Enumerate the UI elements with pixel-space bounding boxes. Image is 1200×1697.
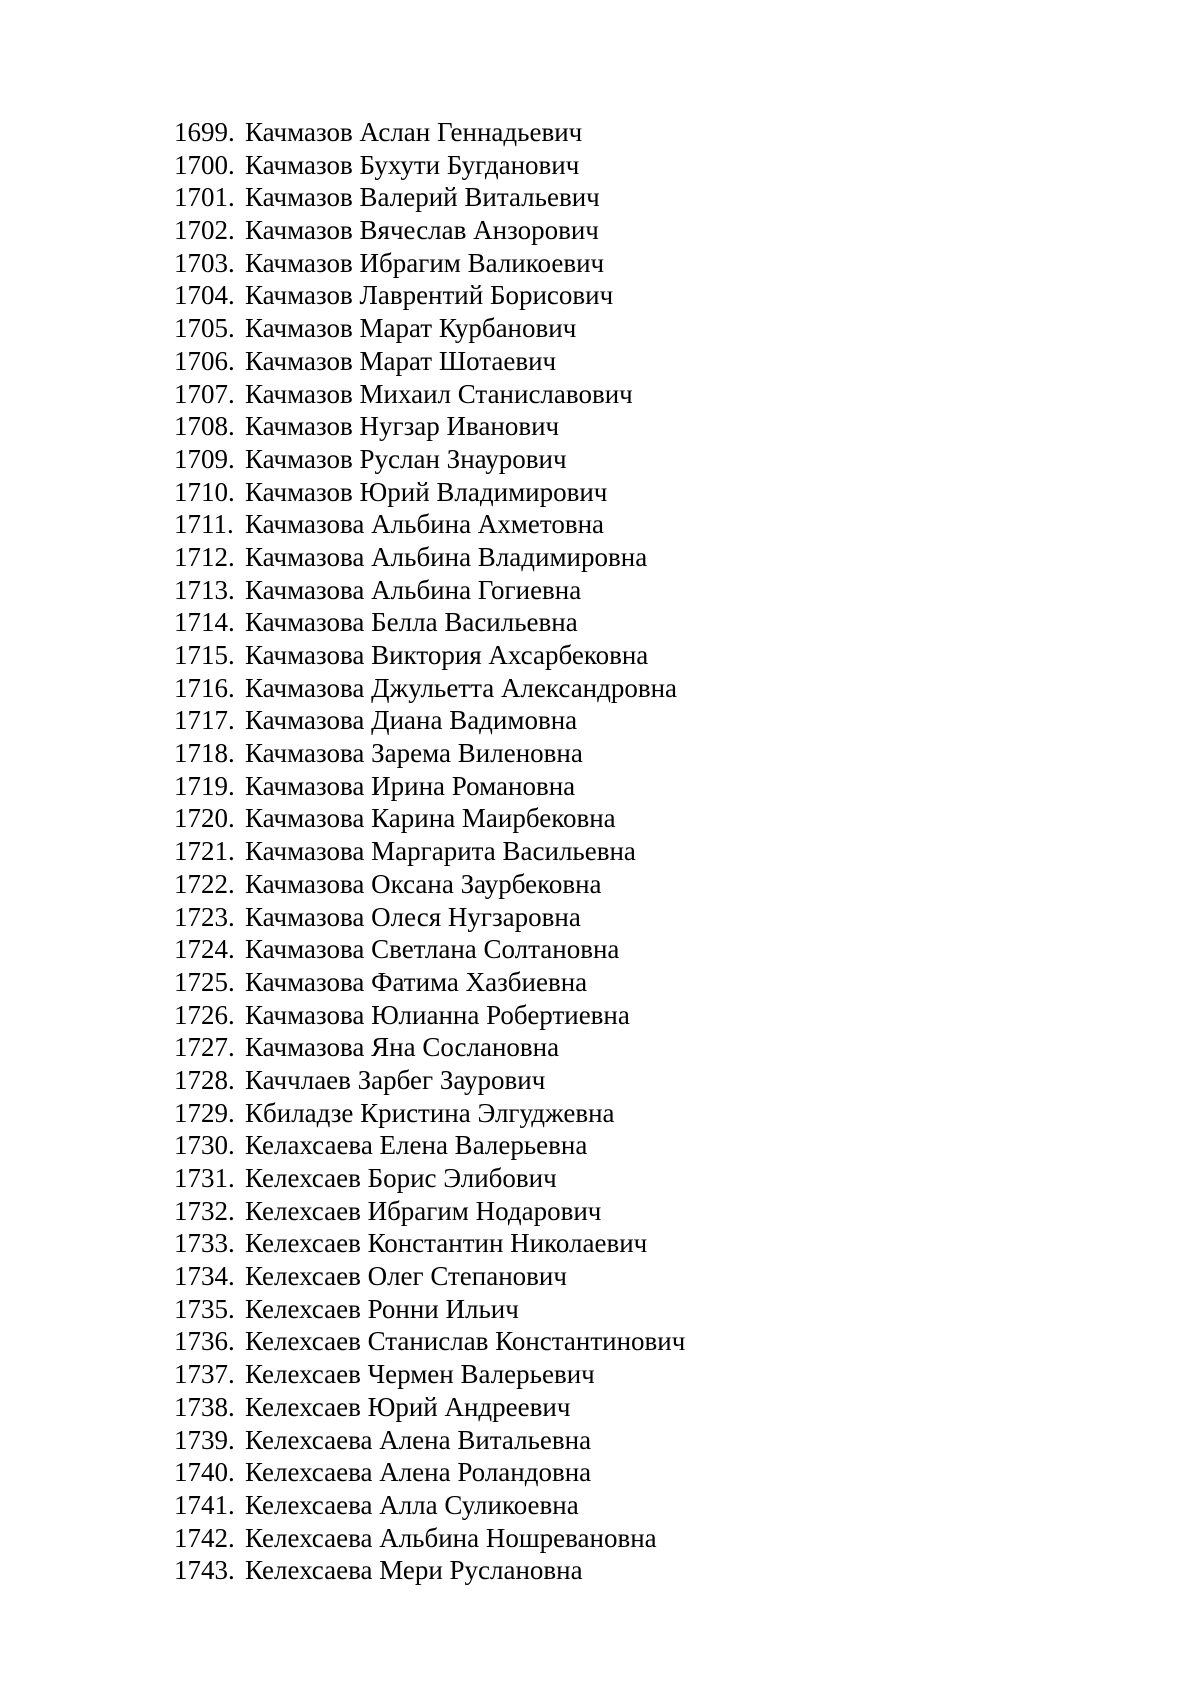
entry-full-name: Качмазов Юрий Владимирович bbox=[245, 476, 608, 507]
list-item bbox=[174, 214, 685, 247]
list-item bbox=[174, 868, 685, 901]
entry-full-name: Келехсаев Юрий Андреевич bbox=[245, 1391, 571, 1422]
name-list bbox=[174, 116, 685, 1587]
entry-number: 1704. bbox=[174, 280, 235, 311]
entry-full-name: Качмазова Яна Сослановна bbox=[245, 1032, 560, 1063]
list-item bbox=[174, 672, 685, 705]
entry-full-name: Качмазов Валерий Витальевич bbox=[245, 182, 600, 213]
entry-full-name: Келехсаев Чермен Валерьевич bbox=[245, 1359, 595, 1390]
entry-number: 1705. bbox=[174, 313, 235, 344]
entry-full-name: Качмазова Альбина Гогиевна bbox=[245, 574, 582, 605]
entry-full-name: Качмазова Олеся Нугзаровна bbox=[245, 901, 581, 932]
entry-number: 1729. bbox=[174, 1097, 235, 1128]
entry-full-name: Келехсаев Борис Элибович bbox=[245, 1163, 557, 1193]
entry-number: 1721. bbox=[174, 836, 235, 867]
entry-number: 1732. bbox=[174, 1195, 235, 1226]
entry-number: 1722. bbox=[174, 868, 235, 899]
list-item bbox=[174, 410, 685, 443]
entry-full-name: Качмазова Маргарита Васильевна bbox=[245, 836, 636, 867]
entry-full-name: Качмазов Марат Шотаевич bbox=[245, 345, 557, 376]
list-item bbox=[174, 116, 685, 149]
entry-number: 1736. bbox=[174, 1326, 235, 1357]
list-item bbox=[174, 802, 685, 835]
list-item bbox=[174, 1064, 685, 1097]
list-item bbox=[174, 1195, 685, 1228]
entry-full-name: Качмазова Джульетта Александровна bbox=[245, 672, 678, 703]
entry-full-name: Качмазова Фатима Хазбиевна bbox=[245, 966, 588, 997]
entry-full-name: Келехсаева Алла Суликоевна bbox=[245, 1489, 579, 1520]
entry-number: 1720. bbox=[174, 803, 235, 834]
entry-full-name: Качмазова Светлана Солтановна bbox=[245, 934, 620, 965]
entry-full-name: Качмазов Марат Курбанович bbox=[245, 313, 577, 344]
list-item bbox=[174, 1293, 685, 1326]
entry-number: 1710. bbox=[174, 476, 235, 507]
entry-number: 1718. bbox=[174, 738, 235, 769]
entry-full-name: Келехсаева Мери Руслановна bbox=[245, 1555, 583, 1586]
entry-full-name: Качмазова Оксана Заурбековна bbox=[245, 868, 602, 899]
list-item bbox=[174, 1358, 685, 1391]
list-item bbox=[174, 279, 685, 312]
list-item bbox=[174, 901, 685, 934]
entry-full-name: Келехсаева Алена Витальевна bbox=[245, 1424, 592, 1455]
entry-number: 1730. bbox=[174, 1130, 235, 1161]
entry-full-name: Качмазова Диана Вадимовна bbox=[245, 705, 578, 736]
entry-number: 1700. bbox=[174, 149, 235, 180]
entry-full-name: Качмазова Зарема Виленовна bbox=[245, 738, 583, 769]
entry-number: 1735. bbox=[174, 1293, 235, 1324]
list-item bbox=[174, 476, 685, 509]
entry-number: 1716. bbox=[174, 672, 235, 703]
entry-full-name: Качмазов Руслан Знаурович bbox=[245, 443, 567, 474]
list-item bbox=[174, 149, 685, 182]
entry-full-name: Качмазов Ибрагим Валикоевич bbox=[245, 247, 605, 278]
list-item bbox=[174, 1456, 685, 1489]
entry-full-name: Келехсаева Алена Роландовна bbox=[245, 1457, 592, 1488]
entry-number: 1702. bbox=[174, 215, 235, 246]
entry-full-name: Кбиладзе Кристина Элгуджевна bbox=[245, 1097, 615, 1128]
list-item bbox=[174, 966, 685, 999]
entry-full-name: Келехсаева Альбина Ношревановна bbox=[245, 1522, 657, 1553]
list-item bbox=[174, 1227, 685, 1260]
entry-full-name: Качмазов Михаил Станиславович bbox=[245, 378, 633, 409]
list-item bbox=[174, 606, 685, 639]
list-item bbox=[174, 999, 685, 1032]
entry-number: 1715. bbox=[174, 640, 235, 670]
entry-number: 1725. bbox=[174, 966, 235, 997]
list-item bbox=[174, 835, 685, 868]
entry-full-name: Келехсаев Ибрагим Нодарович bbox=[245, 1195, 602, 1226]
entry-full-name: Келехсаев Олег Степанович bbox=[245, 1261, 567, 1292]
entry-number: 1703. bbox=[174, 247, 235, 278]
entry-number: 1707. bbox=[174, 378, 235, 409]
entry-number: 1711. bbox=[174, 509, 234, 540]
list-item bbox=[174, 181, 685, 214]
entry-number: 1717. bbox=[174, 705, 235, 736]
list-item bbox=[174, 312, 685, 345]
list-item bbox=[174, 1260, 685, 1293]
list-item bbox=[174, 574, 685, 607]
entry-number: 1737. bbox=[174, 1359, 235, 1390]
list-item bbox=[174, 541, 685, 574]
entry-full-name: Келехсаев Константин Николаевич bbox=[245, 1228, 648, 1259]
entry-number: 1714. bbox=[174, 607, 235, 638]
entry-number: 1731. bbox=[174, 1163, 235, 1193]
list-item bbox=[174, 1031, 685, 1064]
entry-number: 1727. bbox=[174, 1032, 235, 1063]
list-item bbox=[174, 1489, 685, 1522]
entry-full-name: Качмазова Альбина Владимировна bbox=[245, 541, 648, 572]
list-item bbox=[174, 1554, 685, 1587]
list-item bbox=[174, 1129, 685, 1162]
entry-number: 1734. bbox=[174, 1261, 235, 1292]
entry-full-name: Качмазова Альбина Ахметовна bbox=[245, 509, 605, 540]
entry-full-name: Качмазова Белла Васильевна bbox=[245, 607, 578, 638]
list-item bbox=[174, 247, 685, 280]
entry-full-name: Качмазова Ирина Романовна bbox=[245, 770, 576, 801]
entry-full-name: Келехсаев Станислав Константинович bbox=[245, 1326, 686, 1357]
list-item bbox=[174, 1424, 685, 1457]
entry-full-name: Качмазова Юлианна Робертиевна bbox=[245, 999, 630, 1030]
list-item bbox=[174, 1325, 685, 1358]
entry-number: 1739. bbox=[174, 1424, 235, 1455]
list-item bbox=[174, 508, 685, 541]
entry-full-name: Келахсаева Елена Валерьевна bbox=[245, 1130, 588, 1161]
entry-number: 1724. bbox=[174, 934, 235, 965]
entry-full-name: Качмазов Вячеслав Анзорович bbox=[245, 215, 599, 246]
list-item bbox=[174, 639, 685, 672]
entry-full-name: Качмазов Лаврентий Борисович bbox=[245, 280, 614, 311]
entry-number: 1742. bbox=[174, 1522, 235, 1553]
entry-number: 1723. bbox=[174, 901, 235, 932]
entry-number: 1719. bbox=[174, 770, 235, 801]
entry-number: 1726. bbox=[174, 999, 235, 1030]
entry-number: 1701. bbox=[174, 182, 235, 213]
entry-full-name: Качмазов Бухути Бугданович bbox=[245, 149, 580, 180]
list-item bbox=[174, 704, 685, 737]
entry-number: 1743. bbox=[174, 1555, 235, 1586]
entry-full-name: Качмазов Нугзар Иванович bbox=[245, 411, 560, 442]
list-item bbox=[174, 1162, 685, 1195]
entry-number: 1741. bbox=[174, 1489, 235, 1520]
entry-full-name: Качмазов Аслан Геннадьевич bbox=[245, 117, 583, 147]
list-item bbox=[174, 933, 685, 966]
list-item bbox=[174, 345, 685, 378]
entry-number: 1740. bbox=[174, 1457, 235, 1488]
list-item bbox=[174, 1097, 685, 1130]
list-item bbox=[174, 1522, 685, 1555]
list-item bbox=[174, 770, 685, 803]
entry-number: 1712. bbox=[174, 541, 235, 572]
entry-full-name: Каччлаев Зарбег Заурович bbox=[245, 1064, 546, 1095]
entry-number: 1713. bbox=[174, 574, 235, 605]
list-item bbox=[174, 1391, 685, 1424]
entry-number: 1738. bbox=[174, 1391, 235, 1422]
list-item bbox=[174, 378, 685, 411]
entry-number: 1699. bbox=[174, 117, 235, 147]
list-item bbox=[174, 737, 685, 770]
entry-number: 1708. bbox=[174, 411, 235, 442]
list-item bbox=[174, 443, 685, 476]
entry-number: 1733. bbox=[174, 1228, 235, 1259]
entry-number: 1728. bbox=[174, 1064, 235, 1095]
entry-number: 1706. bbox=[174, 345, 235, 376]
entry-number: 1709. bbox=[174, 443, 235, 474]
entry-full-name: Качмазова Виктория Ахсарбековна bbox=[245, 640, 649, 670]
entry-full-name: Келехсаев Ронни Ильич bbox=[245, 1293, 519, 1324]
entry-full-name: Качмазова Карина Маирбековна bbox=[245, 803, 616, 834]
